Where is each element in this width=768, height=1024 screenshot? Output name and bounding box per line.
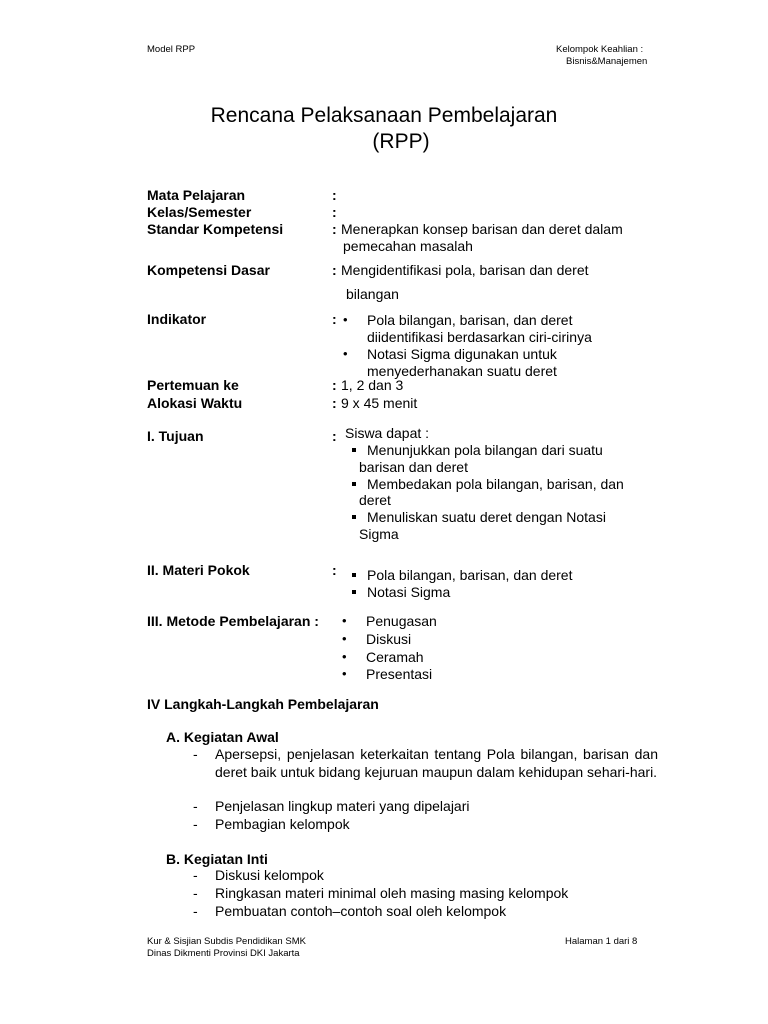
dash-marker: - [193,746,198,762]
metode-item-4: • Presentasi [366,666,432,682]
subsection-title-kegiatan-awal: A. Kegiatan Awal [166,729,279,745]
field-label-indikator: Indikator [147,311,207,327]
field-label-kelas-semester: Kelas/Semester [147,204,252,220]
materi-item-1: Pola bilangan, barisan, dan deret [367,567,573,583]
materi-item-2: Notasi Sigma [367,584,451,600]
field-label-mata-pelajaran: Mata Pelajaran [147,187,246,203]
tujuan-item-3-line2: Sigma [359,526,399,542]
dash-marker: - [193,903,198,919]
inti-step-1: Diskusi kelompok [215,867,324,883]
inti-step-3: Pembuatan contoh–contoh soal oleh kelompok [215,903,507,919]
field-label-kompetensi-dasar: Kompetensi Dasar [147,262,270,278]
field-value-kompetensi-dasar-2: bilangan [346,286,399,302]
tujuan-item-2-line2: deret [359,492,391,508]
inti-step-2: Ringkasan materi minimal oleh masing masing kelompok [215,885,569,901]
field-colon: : [332,262,337,278]
awal-step-3: Pembagian kelompok [215,816,350,832]
metode-item-1: • Penugasan [366,613,437,629]
tujuan-item-1-line2: barisan dan deret [359,459,468,475]
indikator-item-1-line1: • Pola bilangan, barisan, dan deret [367,312,572,328]
field-value-kompetensi-dasar-1: Mengidentifikasi pola, barisan dan deret [341,262,589,278]
tujuan-item-3-line1: Menuliskan suatu deret dengan Notasi [367,509,606,525]
tujuan-item-2-line1: Membedakan pola bilangan, barisan, dan [367,476,624,492]
dash-marker: - [193,798,198,814]
field-colon: : [332,187,337,203]
field-value-pertemuan: 1, 2 dan 3 [341,377,404,393]
awal-step-1: Apersepsi, penjelasan keterkaitan tentang Pola bilangan, barisan dan deret baik untuk bidang kejuruan maupun dalam kehidupan sehari-hari. [215,746,658,780]
field-label-pertemuan: Pertemuan ke [147,377,239,393]
metode-item-2: • Diskusi [366,631,411,647]
page-subtitle: (RPP) [372,130,430,153]
indikator-item-1-line2: diidentifikasi berdasarkan ciri-cirinya [367,329,592,345]
field-colon: : [332,204,337,220]
metode-item-3: • Ceramah [366,649,424,665]
subsection-title-kegiatan-inti: B. Kegiatan Inti [166,851,268,867]
footer-left-line2: Dinas Dikmenti Provinsi DKI Jakarta [147,948,300,959]
section-label-materi: II. Materi Pokok [147,562,250,578]
header-left: Model RPP [147,44,196,55]
footer-page-number: Halaman 1 dari 8 [565,936,638,947]
tujuan-intro: Siswa dapat : [345,425,430,441]
field-value-alokasi-waktu: 9 x 45 menit [341,395,418,411]
section-label-tujuan: I. Tujuan [147,428,204,444]
section-title-langkah: IV Langkah-Langkah Pembelajaran [147,696,379,712]
dash-marker: - [193,867,198,883]
dash-marker: - [193,885,198,901]
field-value-standar-kompetensi-2: pemecahan masalah [343,238,473,254]
field-colon: : [332,428,337,444]
tujuan-item-1-line1: Menunjukkan pola bilangan dari suatu [367,442,603,458]
header-right-line1: Kelompok Keahlian : [556,44,644,55]
indikator-item-2-line1: • Notasi Sigma digunakan untuk [367,346,557,362]
field-label-standar-kompetensi: Standar Kompetensi [147,221,284,237]
field-colon: : [332,221,337,237]
dash-marker: - [193,816,198,832]
header-right-line2: Bisnis&Manajemen [566,56,648,67]
field-label-alokasi-waktu: Alokasi Waktu [147,395,243,411]
indikator-item-2-line2: menyederhanakan suatu deret [367,363,557,379]
section-label-metode: III. Metode Pembelajaran : [147,613,319,629]
field-colon: : [332,311,337,327]
field-colon: : [332,377,337,393]
field-colon: : [332,395,337,411]
awal-step-2: Penjelasan lingkup materi yang dipelajari [215,798,470,814]
footer-left-line1: Kur & Sisjian Subdis Pendidikan SMK [147,936,306,947]
page-title: Rencana Pelaksanaan Pembelajaran [210,104,558,127]
field-colon: : [332,562,337,578]
field-value-standar-kompetensi-1: Menerapkan konsep barisan dan deret dalam [341,221,623,237]
